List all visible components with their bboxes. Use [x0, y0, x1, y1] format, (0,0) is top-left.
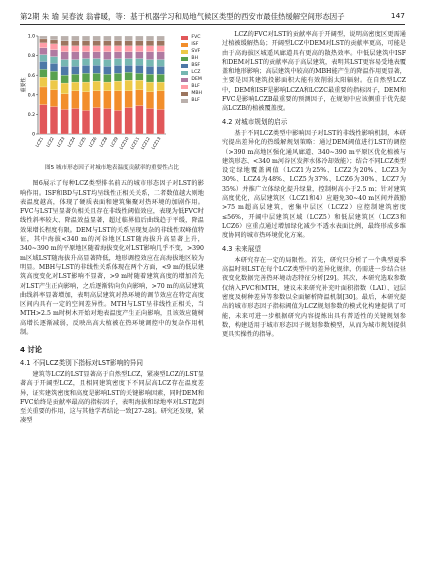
bar-segment	[71, 46, 79, 52]
section-heading: 4 讨论	[20, 345, 42, 355]
bar-segment	[125, 36, 133, 41]
bar-segment	[125, 65, 133, 72]
bar-segment	[39, 69, 47, 77]
y-tick-label: 0	[32, 132, 35, 138]
bar-segment	[82, 59, 90, 66]
bar-segment	[146, 52, 154, 60]
bar-segment	[39, 55, 47, 62]
x-tick-label: LCZ8	[98, 136, 109, 148]
x-tick-label: LCZ3	[55, 136, 66, 148]
legend-swatch	[181, 78, 188, 82]
bar-segment	[39, 36, 47, 39]
legend-label: MBH	[191, 90, 202, 96]
bar-segment	[146, 74, 154, 82]
bar-segment	[39, 43, 47, 48]
bar-segment	[157, 82, 165, 91]
bar-segment	[71, 91, 79, 109]
bar-segment	[82, 41, 90, 46]
bar-segment	[82, 82, 90, 92]
bar-segment	[93, 52, 101, 59]
bar-segment	[71, 82, 79, 91]
bar-segment	[71, 66, 79, 74]
bar-segment	[103, 41, 111, 46]
bar-segment	[146, 41, 154, 46]
bar-segment	[157, 74, 165, 82]
bar-segment	[39, 39, 47, 43]
paragraph: LCZ的FVC对LST的贡献率高于开阔型，说明高密度区更需通过植被缓解热岛；开阔型LCZ中DEM对LST的贡献率更高，可能是由于高海拔区城遥风廊道具有更高的散热效率。中低层建筑中ISF和DEM对LST的贡献率高于高层建筑，表明其LST更容易受地表覆盖和地形影响；高层建筑中较高的MBH能产生的降温作用更显著，主要是因其建筑投影面积大能有效削弱太阳辐射。在自然型LCZ中，DEM和ISF是影响LCZA和LCZC最重要的指标因子，DEM和FVC是影响LCZB最重要的预测因子，在规划中应该侧重于优先提高LCZB的植被覆盖度。	[222, 31, 406, 113]
bar-segment	[103, 74, 111, 82]
bar-segment	[61, 94, 69, 110]
bar-segment	[135, 65, 143, 73]
bar-segment	[135, 106, 143, 134]
bar-segment	[93, 36, 101, 41]
bar-segment	[61, 110, 69, 135]
stacked-bar-chart	[20, 30, 204, 162]
page-number: 147	[390, 11, 405, 20]
legend-label: BLF	[191, 83, 200, 89]
bar-segment	[103, 52, 111, 60]
bar-segment	[82, 36, 90, 41]
bar-segment	[93, 81, 101, 91]
bar-segment	[103, 91, 111, 109]
bar-segment	[135, 80, 143, 90]
bar-segment	[39, 61, 47, 69]
bar-segment	[157, 66, 165, 74]
bar-segment	[61, 66, 69, 75]
bar-segment	[71, 52, 79, 60]
bar-segment	[71, 41, 79, 46]
bar-segment	[103, 66, 111, 74]
bar-segment	[103, 46, 111, 52]
x-tick-label: LCZ1	[34, 136, 45, 148]
legend-label: LCZ	[191, 69, 201, 75]
running-title: 第2期 朱 瑜 吴春波 翁睿暖，等：基于机器学习和局地气候区类型的西安市最佳热缓解空间形态因子	[20, 12, 345, 21]
bar-segment	[50, 57, 58, 64]
bar-segment	[50, 90, 58, 107]
bar-segment	[114, 73, 122, 81]
bar-segment	[39, 105, 47, 134]
bar-segment	[50, 71, 58, 80]
bar-segment	[93, 73, 101, 81]
bar-segment	[135, 36, 143, 41]
x-tick-label: LCZ4	[66, 136, 77, 148]
bar-segment	[146, 109, 154, 134]
bar-segment	[61, 83, 69, 94]
bar-segment	[157, 110, 165, 135]
bar-segment	[114, 46, 122, 52]
legend-swatch	[181, 57, 188, 61]
bar-segment	[135, 46, 143, 52]
legend-item	[181, 97, 202, 104]
bar-segment	[135, 52, 143, 59]
bar-segment	[61, 60, 69, 67]
bar-segment	[50, 107, 58, 134]
bar-segment	[114, 52, 122, 59]
bar-segment	[50, 63, 58, 71]
bar-segment	[125, 108, 133, 134]
bar-segment	[146, 46, 154, 52]
bar-segment	[82, 52, 90, 59]
bar-segment	[125, 91, 133, 108]
bar-segment	[125, 52, 133, 59]
legend-label: BSF	[191, 62, 201, 68]
bar-segment	[146, 60, 154, 67]
bar-segment	[71, 36, 79, 41]
bar-segment	[82, 46, 90, 52]
paragraph: 本研究存在一定的局限性。首先，研究只分析了一个典型夏季高温时刻LST在每个LCZ类型中的差异化规律，仍需进一步结合昼夜变化数据完善热环境动态特征分析[29]。其次，本研究选取参数仅纳入FVC和MTH，建议未来研究补充叶面积指数（LAI）、冠层密度及树种差异等参数以全面解析降温机制[30]。最后，本研究提出的城市形态因子指标阈值为LCZ规划参数的模式化构建提供了可能，未来可进一步根据研究内容提炼出具有普适性的关键规划参数，构建适用于城市形态因子规划参数模型，从而为城市规划提供更具实操性的指导。	[222, 256, 406, 339]
bar-segment	[103, 60, 111, 67]
bar-segment	[103, 109, 111, 134]
bar-segment	[50, 80, 58, 90]
y-tick-label: 0.2	[27, 113, 35, 118]
bar-segment	[93, 65, 101, 73]
bar-segment	[50, 50, 58, 57]
bar-segment	[50, 36, 58, 40]
right-column	[222, 30, 406, 341]
bar-segment	[146, 36, 154, 41]
y-tick-label: 0.4	[27, 93, 35, 99]
bar-segment	[39, 87, 47, 105]
left-column	[20, 30, 204, 427]
bar-segment	[93, 108, 101, 134]
legend-label: BH	[191, 55, 199, 61]
paragraph: 基于不同LCZ类型中影响因子对LST的非线性影响机制，本研究提出差异化的热缓解规划策略：通过DEM阈值进行LST的调控（>390 m高地区强化通风廊道、340~390 m平原区优化植被与建筑形态、<340 m河谷区发挥水体冷却效能）；结合不同LCZ类型设定绿地覆盖阈值（LCZ1为25%、LCZ2为20%、LCZ3为30%、LCZ4为48%、LCZ5为37%、LCZ6为30%、LCZ7为35%）并推广立体绿化提升绿量，控制树高小于2.5 m；针对建筑高度优化，高层建筑区（LCZ1和4）应避免30~40 m区间并鼓励>75 m超高层建筑，密集中层区（LCZ2）应控制建筑密度≤56%，开阔中层建筑区域（LCZ5）和低层建筑区（LCZ3和LCZ6）应重点通过增加绿化减少不透水表面比例，最终形成多维度协同的城市热环境优化方案。	[222, 129, 406, 240]
bar-segment	[135, 90, 143, 106]
legend-swatch	[181, 36, 188, 40]
bar-segment	[157, 46, 165, 52]
bar-segment	[114, 59, 122, 66]
legend-swatch	[181, 71, 188, 75]
x-tick-label: LCZ9	[109, 136, 119, 148]
y-tick-label: 0.6	[27, 73, 35, 79]
y-tick-label: 1.0	[27, 34, 35, 40]
bar-segment	[146, 92, 154, 109]
bar-segment	[61, 75, 69, 83]
legend-label: ISF	[191, 41, 199, 47]
legend-swatch	[181, 64, 188, 68]
legend-swatch	[181, 50, 188, 54]
bar-segment	[61, 46, 69, 52]
bar-segment	[157, 41, 165, 46]
bar-segment	[61, 52, 69, 60]
x-tick-label: LCZ2	[45, 136, 55, 148]
bar-segment	[61, 41, 69, 46]
legend-swatch	[181, 99, 188, 103]
legend-label: SVF	[191, 48, 201, 54]
x-tick-label: LCZ10	[118, 136, 130, 151]
bar-segment	[93, 59, 101, 66]
x-tick-label: LCZ5	[77, 136, 87, 148]
legend-swatch	[181, 92, 188, 96]
bar-segment	[114, 41, 122, 46]
bar-segment	[135, 59, 143, 66]
bar-segment	[146, 82, 154, 92]
bar-segment	[125, 80, 133, 91]
y-tick-label: 0.8	[27, 54, 35, 60]
bar-segment	[71, 74, 79, 82]
bar-segment	[50, 40, 58, 44]
page-header	[20, 10, 405, 25]
bar-segment	[135, 73, 143, 80]
bar-segment	[114, 91, 122, 111]
bar-segment	[103, 36, 111, 41]
legend-label: DEM	[191, 76, 202, 82]
figure-5	[20, 30, 204, 162]
bar-segment	[146, 66, 154, 74]
subsection-heading: 4.3 未来展望	[222, 244, 261, 253]
bar-segment	[39, 48, 47, 55]
bar-segment	[114, 81, 122, 91]
bar-segment	[39, 77, 47, 87]
legend-swatch	[181, 43, 188, 47]
bar-segment	[114, 36, 122, 41]
paragraph: 建筑等LCZ的LST显著高于自然型LCZ，紧凑型LCZ的LST显著高于开阔型LCZ，且相同建筑密度下不同层高LCZ存在温度差异，证实建筑密度和高度是影响LST的关键影响因素，同时DEM和FVC始终是贡献率最高的指标因子，表明海拔和绿地率对LST起到至关重要的作用，这与其他学者结论一致[27-28]。研究还发现，紧凑型	[20, 370, 204, 425]
legend-swatch	[181, 85, 188, 89]
bar-segment	[82, 73, 90, 82]
bar-segment	[71, 60, 79, 67]
bar-segment	[71, 109, 79, 134]
bar-segment	[157, 91, 165, 110]
bar-segment	[157, 36, 165, 41]
bar-segment	[82, 110, 90, 134]
x-tick-label: LCZ12	[139, 136, 151, 151]
bar-segment	[114, 110, 122, 134]
bar-segment	[157, 52, 165, 60]
bar-segment	[82, 92, 90, 111]
chart-legend	[181, 34, 202, 104]
legend-label: FVC	[191, 34, 201, 40]
bar-segment	[93, 91, 101, 108]
bar-segment	[125, 41, 133, 46]
bar-segment	[82, 65, 90, 73]
subsection-heading: 4.2 对城市规划的启示	[222, 117, 288, 126]
bar-segment	[114, 65, 122, 73]
bar-segment	[125, 72, 133, 80]
bar-segment	[125, 59, 133, 66]
paragraph: 图6展示了每种LCZ类型排名前五的城市形态因子对LST的影响作用。ISF和BD与LST均呈线性正相关关系，二者数值越大则地表温度越高，体现了硬质表面和建筑集聚对热环境的加剧作用。FVC与LST呈显著负相关且存在非线性阈值效应，表现为低FVC时线性斜率较大、降温效益显著，超过临界值后曲线趋于平缓，降温效果增长程度有限。DEM与LST的关系呈现复杂的非线性双峰值特征，其中海拔<340 m的河谷地区LST随海拔升高显著上升，340~390 m的平原地区随着海拔变化对LST影响几乎不变，>390 m区域LST随海拔升高显著降低，地形调控效应在高海拔地区较为明显。MBH与LST的非线性关系体现在两个方面，<9 m的低层建筑高度变化对LST影响不显著，>9 m时随着建筑高度的增加首先对LST产生正向影响，之后逐渐转向负向影响，>70 m的高层建筑曲线斜率显著增加，表明高层建筑对热环境的调节效应在特定高度区间内具有一定的空间差异性。MTH与LST呈非线性正相关，当MTH>2.5 m时树木开始对地表温度产生正向影响，且该效应随树高增长逐渐减弱，反映出高大植被在热环境调控中的复杂作用机制。	[20, 180, 204, 337]
bar-segment	[93, 41, 101, 46]
bar-segment	[135, 41, 143, 46]
bar-segment	[125, 46, 133, 52]
bar-segment	[93, 46, 101, 52]
bar-segment	[50, 44, 58, 50]
x-tick-label: LCZ11	[129, 136, 141, 151]
legend-label: BLF	[191, 97, 200, 103]
x-tick-label: LCZ6	[87, 136, 98, 148]
figure-caption: 图5 城市形态因子对城市地表温度贡献率的重要性占比	[45, 165, 179, 171]
bar-segment	[103, 82, 111, 91]
subsection-heading: 4.1 不同LCZ类别下指标对LST影响的异同	[20, 358, 143, 367]
bar-segment	[157, 60, 165, 67]
x-tick-label: LCZ13	[150, 136, 162, 151]
y-axis-label: 重要性	[21, 77, 27, 93]
bar-segment	[61, 36, 69, 41]
